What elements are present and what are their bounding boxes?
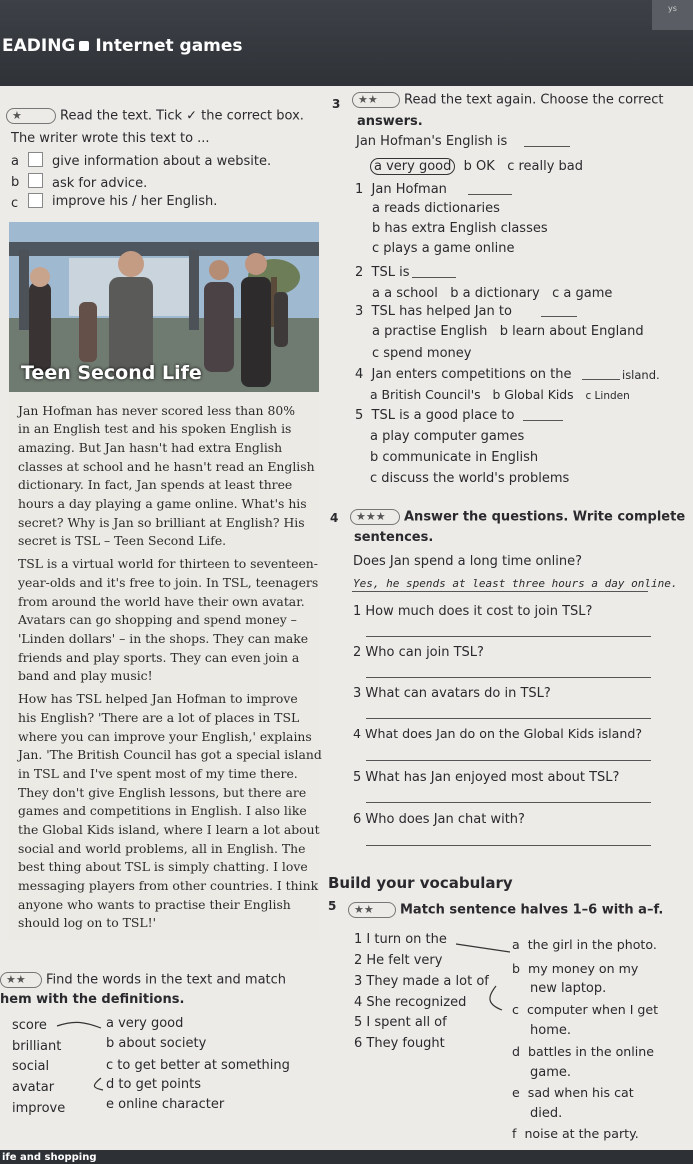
ex4-answer-line-1[interactable] [366, 636, 651, 637]
ex5-right-text: battles in the online [528, 1044, 654, 1059]
ex2-option-c-checkbox[interactable] [28, 193, 43, 208]
ex6-word: brilliant [12, 1039, 62, 1054]
article-line: his English? 'There are a lot of places in TSL [18, 710, 300, 725]
ex3-item-2-option-c[interactable]: c a game [552, 286, 613, 301]
article-line: Avatars can go shopping and spend money – [18, 612, 297, 627]
ex3-item-5-stem [355, 408, 514, 423]
article-line: best thing about TSL is simply chatting. I love [18, 859, 308, 874]
build-vocabulary-heading: Build your vocabulary [328, 874, 513, 892]
ex3-item-4-stem-end: island. [622, 368, 660, 382]
ex3-example-stem: Jan Hofman's English is [356, 134, 508, 149]
ex5-left-half: 1 I turn on the [354, 932, 447, 947]
ex6-definition: d to get points [106, 1077, 201, 1092]
article-line: How has TSL helped Jan Hofman to improve [18, 691, 298, 706]
photo-caption: Teen Second Life [21, 362, 202, 384]
ex3-example-option-c[interactable]: c really bad [507, 159, 584, 174]
ex3-item-3-option-a[interactable]: a practise English [372, 324, 488, 339]
ex6-stars: ★★ [0, 972, 42, 988]
ex5-right-c [512, 1002, 658, 1017]
ex2-option-a-letter: a [11, 154, 19, 169]
ex5-right-letter: e [512, 1085, 520, 1100]
ex3-example-option-b[interactable]: b OK [463, 159, 495, 174]
ex3-item-number: 4 [355, 367, 364, 382]
ex3-item-text: TSL is [371, 265, 410, 280]
ex3-item-1-blank[interactable] [468, 194, 512, 195]
ex2-option-a-checkbox[interactable] [28, 152, 43, 167]
ex5-left-half: 5 I spent all of [354, 1015, 447, 1030]
ex5-right-letter: c [512, 1002, 519, 1017]
ex5-left-half: 3 They made a lot of [354, 974, 489, 989]
ex6-word: improve [12, 1101, 66, 1116]
ex4-question: 3 What can avatars do in TSL? [353, 686, 551, 701]
article-line: 'Linden dollars' – in the shops. They can make [18, 631, 309, 646]
ex3-item-4-option-a[interactable]: a British Council's [370, 387, 481, 402]
ex2-option-b-checkbox[interactable] [28, 173, 43, 188]
ex3-item-1-option-c[interactable]: c plays a game online [372, 241, 515, 256]
ex6-word: avatar [12, 1080, 55, 1095]
article-line: friends and play sports. They can even join a [18, 650, 300, 665]
ex3-instruction [352, 92, 663, 108]
article-line: the Global Kids island, where I learn a lot about [18, 822, 320, 837]
ex4-answer-line-2[interactable] [366, 677, 651, 678]
ex3-item-3-blank[interactable] [541, 316, 577, 317]
ex6-match-lines [55, 1016, 105, 1096]
ex6-definition: b about society [106, 1036, 207, 1051]
article-line: social and world problems, all in English. The [18, 841, 306, 856]
ex5-right-text-cont: new laptop. [530, 981, 607, 996]
article-line: year-olds and it's free to join. In TSL, teenagers [18, 575, 319, 590]
ex4-instruction-line1: Answer the questions. Write complete [404, 509, 686, 525]
ex3-example-options [370, 159, 583, 174]
ex3-item-1-option-a[interactable]: a reads dictionaries [372, 201, 500, 216]
ex6-definition: a very good [106, 1016, 184, 1031]
article-line: dictionary. In fact, Jan spends at least three [18, 477, 293, 492]
ex4-instruction-line2: sentences. [354, 530, 434, 545]
article-line: Jan. 'The British Council has got a special island [18, 747, 322, 762]
ex5-right-letter: b [512, 961, 520, 976]
article-line: Jan Hofman has never scored less than 80% [18, 403, 295, 418]
ex4-question: 2 Who can join TSL? [353, 645, 484, 660]
ex5-right-text-cont: game. [530, 1065, 572, 1080]
ex3-item-2-options [372, 286, 612, 301]
ex2-prompt: The writer wrote this text to ... [11, 131, 210, 146]
ex4-instruction [350, 509, 685, 525]
square-bullet-icon [79, 41, 89, 51]
ex3-instruction-line2: answers. [357, 114, 423, 129]
ex3-stars: ★★ [352, 92, 400, 108]
ex5-right-letter: f [512, 1126, 517, 1141]
article-line: in an English test and his spoken English is [18, 421, 292, 436]
ex5-right-text: sad when his cat [527, 1085, 634, 1100]
ex3-item-3-option-b[interactable]: b learn about England [499, 324, 644, 339]
ex6-word: social [12, 1059, 50, 1074]
article-line: band and play music! [18, 668, 153, 683]
ex5-right-text-cont: home. [530, 1023, 571, 1038]
ex3-item-5-option-a[interactable]: a play computer games [370, 429, 525, 444]
ex5-right-e [512, 1085, 634, 1100]
article-line: classes at school and he hasn't read an English [18, 459, 315, 474]
ex3-instruction-line1: Read the text again. Choose the correct [404, 92, 664, 108]
ex4-example-question: Does Jan spend a long time online? [353, 554, 583, 569]
article-line: games and competitions in English. I also like [18, 803, 307, 818]
ex6-definition: c to get better at something [106, 1058, 290, 1073]
article-line: should log on to TSL!' [18, 915, 157, 930]
ex2-option-b-text: ask for advice. [52, 176, 148, 191]
article-line: secret is TSL – Teen Second Life. [18, 533, 227, 548]
ex5-right-text: my money on my [528, 961, 639, 976]
ex4-answer-line-4[interactable] [366, 760, 651, 761]
ex5-left-half: 2 He felt very [354, 953, 443, 968]
ex3-item-1-option-b[interactable]: b has extra English classes [372, 221, 548, 236]
teen-second-life-photo [9, 222, 319, 392]
ex3-item-4-blank[interactable] [582, 379, 620, 380]
ex3-item-4-option-c[interactable]: c Linden [585, 390, 630, 402]
article-line: in TSL and I've spent most of my time there. [18, 766, 298, 781]
ex3-item-text: TSL is a good place to [371, 408, 515, 423]
ex3-item-5-blank[interactable] [523, 420, 563, 421]
ex3-item-3-stem [355, 304, 512, 319]
article-line: hours a day playing a game online. What's his [18, 496, 307, 511]
article-line: They don't give English lessons, but there are [18, 785, 307, 800]
ex2-stars: ★ [6, 108, 56, 124]
ex3-item-2-option-b[interactable]: b a dictionary [450, 286, 540, 301]
ex3-item-2-stem [355, 265, 410, 280]
ex3-item-number: 1 [355, 182, 364, 197]
chapter-section-label: EADING [2, 36, 76, 56]
article-line: secret? Why is Jan so brilliant at English? His [18, 515, 305, 530]
article-line: where you can improve your English,' explains [18, 729, 312, 744]
ex5-number: 5 [328, 899, 337, 913]
ex3-item-5-option-b[interactable]: b communicate in English [370, 450, 539, 465]
ex3-example-option-a-circled[interactable]: a very good [370, 158, 455, 175]
article-line: from around the world have their own avatar. [18, 594, 305, 609]
footer-strip [0, 1150, 693, 1164]
ex2-option-c-text: improve his / her English. [52, 194, 218, 209]
chapter-topic-label: Internet games [95, 36, 243, 56]
ex4-question: 5 What has Jan enjoyed most about TSL? [353, 770, 620, 785]
ex4-question: 6 Who does Jan chat with? [353, 812, 525, 827]
ex5-right-d [512, 1044, 654, 1059]
ex3-item-text: Jan Hofman [371, 182, 447, 197]
ex3-item-number: 2 [355, 265, 364, 280]
ex5-right-text: noise at the party. [524, 1126, 639, 1141]
ex2-option-a-text: give information about a website. [52, 154, 272, 169]
article-panel [9, 392, 319, 940]
ex4-question: 1 How much does it cost to join TSL? [353, 604, 593, 619]
ex5-left-half: 4 She recognized [354, 995, 467, 1010]
ex3-item-number: 3 [355, 304, 364, 319]
ex4-answer-line-5[interactable] [366, 802, 651, 803]
ex4-example-line [352, 591, 648, 592]
ex4-example-answer: Yes, he spends at least three hours a day online. [353, 577, 678, 590]
ex3-item-4-stem [355, 367, 572, 382]
ex3-example-blank [524, 146, 570, 147]
ex2-option-b-letter: b [11, 175, 20, 190]
ex2-option-c-letter: c [11, 196, 19, 211]
ex5-right-letter: d [512, 1044, 520, 1059]
ex3-item-number: 5 [355, 408, 364, 423]
ex5-instruction [348, 902, 663, 918]
ex5-match-lines [452, 940, 514, 1020]
footer-section-label: ife and shopping [2, 1152, 97, 1163]
ex6-word: score [12, 1018, 47, 1033]
ex2-instruction-text: Read the text. Tick ✓ the correct box. [60, 108, 304, 124]
ex2-instruction [6, 108, 304, 124]
ex4-stars: ★★★ [350, 509, 400, 525]
ex3-item-4-options [370, 387, 630, 402]
article-line: anyone who wants to practise their English [18, 897, 291, 912]
chapter-title [2, 36, 243, 56]
ex3-item-text: TSL has helped Jan to [371, 304, 512, 319]
ex6-definition: e online character [106, 1097, 225, 1112]
ex3-item-3-options [372, 324, 644, 339]
ex3-item-5-option-c[interactable]: c discuss the world's problems [370, 471, 570, 486]
page-corner-tab [652, 0, 693, 30]
article-line: messaging players from other countries. I think [18, 878, 319, 893]
ex5-right-f [512, 1126, 639, 1141]
ex4-answer-line-6[interactable] [366, 845, 651, 846]
ex3-item-3-option-c[interactable]: c spend money [372, 346, 472, 361]
ex5-right-a [512, 937, 657, 952]
ex5-stars: ★★ [348, 902, 396, 918]
ex3-number: 3 [332, 97, 341, 111]
ex5-right-text: the girl in the photo. [527, 937, 657, 952]
article-line: amazing. But Jan hasn't had extra English [18, 440, 283, 455]
ex5-right-text: computer when I get [526, 1002, 659, 1017]
ex3-item-1-stem [355, 182, 447, 197]
ex5-left-half: 6 They fought [354, 1036, 445, 1051]
ex5-right-letter: a [512, 937, 520, 952]
ex4-number: 4 [330, 511, 339, 525]
ex3-item-2-option-a[interactable]: a a school [372, 286, 438, 301]
ex6-instruction-line2: hem with the definitions. [0, 992, 185, 1007]
ex5-right-b [512, 961, 638, 976]
ex4-question: 4 What does Jan do on the Global Kids island? [353, 726, 643, 741]
ex6-instruction [0, 972, 286, 988]
ex6-instruction-line1: Find the words in the text and match [46, 972, 287, 988]
ex3-item-4-option-b[interactable]: b Global Kids [492, 387, 574, 402]
ex5-instruction-text: Match sentence halves 1–6 with a–f. [400, 902, 664, 918]
ex4-answer-line-3[interactable] [366, 718, 651, 719]
ex5-right-text-cont: died. [530, 1106, 563, 1121]
ex3-item-2-blank[interactable] [412, 277, 456, 278]
corner-tab-text: ys [668, 4, 677, 13]
article-line: TSL is a virtual world for thirteen to seventeen- [18, 556, 318, 571]
ex3-item-text: Jan enters competitions on the [371, 367, 572, 382]
